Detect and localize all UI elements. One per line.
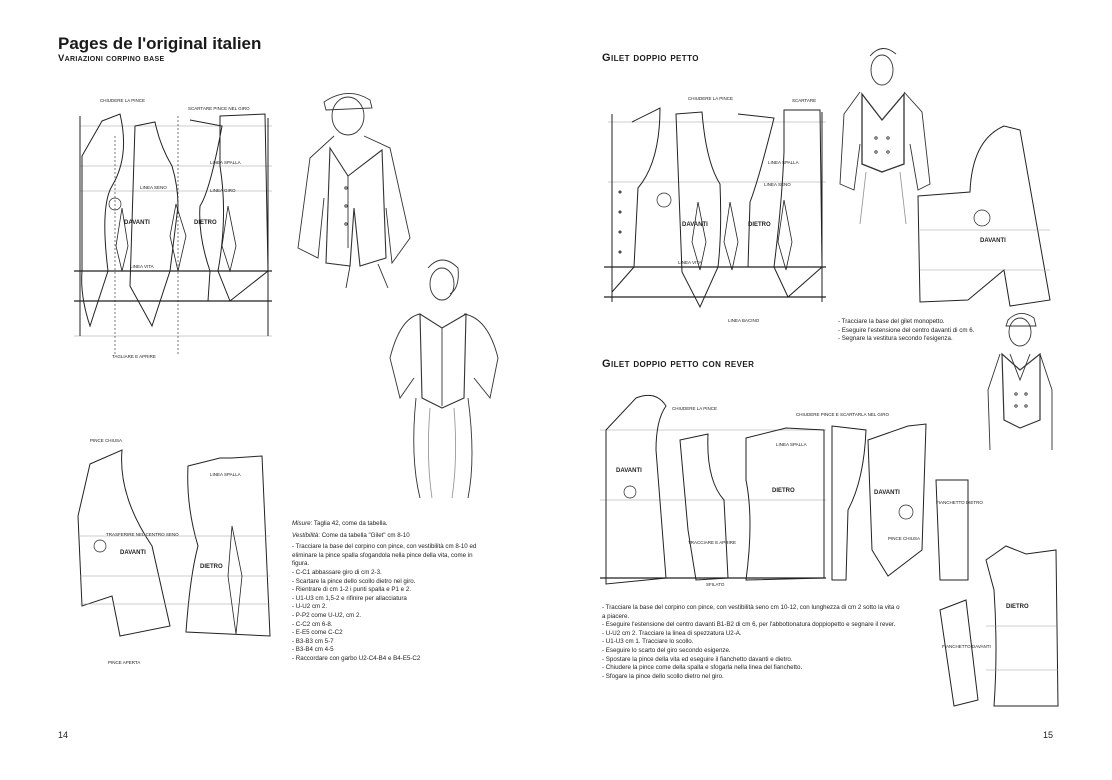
- gilet-rever-note-item: - Spostare la pince della vita ed eseguire il fianchetto davanti e dietro.: [602, 656, 902, 665]
- label-fianchetto-dietro: FIANCHETTO DIETRO: [936, 500, 983, 505]
- page-number-left: 14: [58, 730, 69, 740]
- label-dietro: DIETRO: [194, 220, 217, 226]
- label-chiudere-pince-2: CHIUDERE LA PINCE: [672, 406, 718, 411]
- label-linea-giro: LINEA GIRO: [210, 188, 236, 193]
- label-scartare-pince: SCARTARE PINCE NEL GIRO: [188, 106, 250, 111]
- instruction-item: - U-U2 cm 2.: [292, 603, 482, 612]
- label-linea-spalla: LINEA SPALLA: [210, 160, 241, 165]
- label-davanti-r: DAVANTI: [682, 222, 708, 228]
- section-title-gilet-rever: Gilet doppio petto con rever: [602, 358, 755, 370]
- label-pince-chiusa: PINCE CHIUSA: [90, 438, 123, 443]
- gilet-note-item: - Segnare la vestitura secondo l'esigenza.: [838, 335, 1028, 344]
- label-fianchetto-davanti: FIANCHETTO DAVANTI: [942, 644, 991, 649]
- instruction-item: - B3-B4 cm 4-5: [292, 646, 482, 655]
- label-trasferire: TRASFERIRE NEL CENTRO SENO: [106, 532, 179, 537]
- section-title-gilet: Gilet doppio petto: [602, 52, 699, 64]
- label-davanti-r3: DAVANTI: [874, 490, 900, 496]
- gilet-front-pattern-piece: [910, 120, 1060, 310]
- label-davanti-piece: DAVANTI: [980, 238, 1006, 244]
- instruction-item: - Raccordare con garbo U2-C4-B4 e B4-E5-C2: [292, 655, 482, 664]
- instructions-list: [292, 543, 482, 663]
- figure-illustration-vest-woman: [380, 258, 520, 498]
- label-linea-vita-r: LINEA VITA: [678, 260, 702, 265]
- label-chiudere-scartare: CHIUDERE PINCE E SCARTARLA NEL GIRO: [796, 412, 889, 417]
- vestibilita-text: : Come da tabella "Gilet" cm 8-10: [318, 531, 410, 539]
- instruction-item: - Scartare la pince dello scollo dietro nel giro.: [292, 578, 482, 587]
- instruction-item: - C-C2 cm 6-8.: [292, 621, 482, 630]
- instruction-item: - Tracciare la base del corpino con pince, con vestibilità cm 8-10 ed eliminare la pince spalla sfogandola nella pince della vita, come in figura.: [292, 543, 482, 569]
- figure-illustration-gilet-rever: [980, 310, 1060, 470]
- gilet-rever-note-item: - Eseguire lo scarto del giro secondo esigenze.: [602, 647, 902, 656]
- instruction-item: - B3-B3 cm 5-7: [292, 638, 482, 647]
- gilet-rever-note-item: - Chiudere la pince come della spalla e sfogarla nella linea del fianchetto.: [602, 664, 902, 673]
- label-linea-spalla-r2: LINEA SPALLA: [776, 442, 807, 447]
- bodice-pattern-draft-bottom: [60, 436, 280, 670]
- label-davanti-2: DAVANTI: [120, 550, 146, 556]
- section-subtitle: Variazioni corpino base: [58, 53, 165, 64]
- label-chiudere-pince: CHIUDERE LA PINCE: [100, 98, 146, 103]
- label-tracciare-aprire: TRACCIARE E APRIRE: [688, 540, 737, 545]
- label-pince-chiusa-r: PINCE CHIUSA: [888, 536, 921, 541]
- label-scartare-r: SCARTARE: [792, 98, 817, 103]
- label-dietro-2: DIETRO: [200, 564, 223, 570]
- gilet-rever-notes: [602, 604, 902, 681]
- page-title: Pages de l'original italien: [58, 34, 262, 53]
- instructions-notes: [292, 520, 482, 664]
- gilet-rever-note-item: - Eseguire l'estensione del centro davanti B1-B2 di cm 6, per l'abbottonatura doppiopetto e segnare il rever.: [602, 621, 902, 630]
- label-davanti: DAVANTI: [124, 220, 150, 226]
- instruction-item: - Rientrare di cm 1-2 i punti spalla e P1 e 2.: [292, 586, 482, 595]
- label-linea-seno: LINEA SENO: [140, 185, 167, 190]
- gilet-note-item: - Eseguire l'estensione del centro davanti di cm 6.: [838, 327, 1028, 336]
- fianchetto-pattern-pieces: [936, 530, 1062, 714]
- gilet-rever-note-item: - U-U2 cm 2. Tracciare la linea di spezzatura U2-A.: [602, 630, 902, 639]
- label-dietro-r2: DIETRO: [772, 488, 795, 494]
- label-pince-aperta: PINCE APERTA: [108, 660, 141, 665]
- label-linea-seno-r: LINEA SENO: [764, 182, 791, 187]
- label-dietro-piece: DIETRO: [1006, 604, 1029, 610]
- label-sfilato: SFILATO: [706, 582, 725, 587]
- gilet-rever-pattern-draft: [596, 380, 983, 594]
- gilet-rever-notes-list: [602, 604, 902, 681]
- gilet-rever-note-item: - Tracciare la base del corpino con pince, con vestibilità seno cm 10-12, con lunghezza di cm 2 sotto la vita o a piacere.: [602, 604, 902, 621]
- label-linea-spalla-2: LINEA SPALLA: [210, 472, 241, 477]
- label-chiudere-pince-r: CHIUDERE LA PINCE: [688, 96, 734, 101]
- label-tagliare-aprire: TAGLIARE E APRIRE: [112, 354, 156, 359]
- gilet-note-item: - Tracciare la base del gilet monopetto.: [838, 318, 1028, 327]
- label-dietro-r: DIETRO: [748, 222, 771, 228]
- gilet-pattern-draft: [598, 92, 830, 332]
- instruction-item: - E-E5 come C-C2: [292, 629, 482, 638]
- misure-text: : Taglia 42, come da tabella.: [310, 520, 388, 527]
- vestibilita-label: Vestibilità: [292, 531, 319, 539]
- misure-label: Misure: [292, 520, 311, 527]
- instruction-item: - P-P2 come U-U2, cm 2.: [292, 612, 482, 621]
- instruction-item: - U1-U3 cm 1,5-2 e rifinire per allacciatura: [292, 595, 482, 604]
- gilet-rever-note-item: - U1-U3 cm 1. Tracciare lo scollo.: [602, 638, 902, 647]
- label-davanti-r2: DAVANTI: [616, 468, 642, 474]
- gilet-rever-note-item: - Sfogare la pince dello scollo dietro nel giro.: [602, 673, 902, 682]
- label-linea-vita: LINEA VITA: [130, 264, 154, 269]
- instruction-item: - C-C1 abbassare giro di cm 2-3.: [292, 569, 482, 578]
- label-linea-bacino-r: LINEA BACINO: [728, 318, 760, 323]
- label-linea-spalla-r: LINEA SPALLA: [768, 160, 799, 165]
- page-number-right: 15: [1043, 730, 1054, 740]
- bodice-pattern-draft-top: [60, 96, 280, 362]
